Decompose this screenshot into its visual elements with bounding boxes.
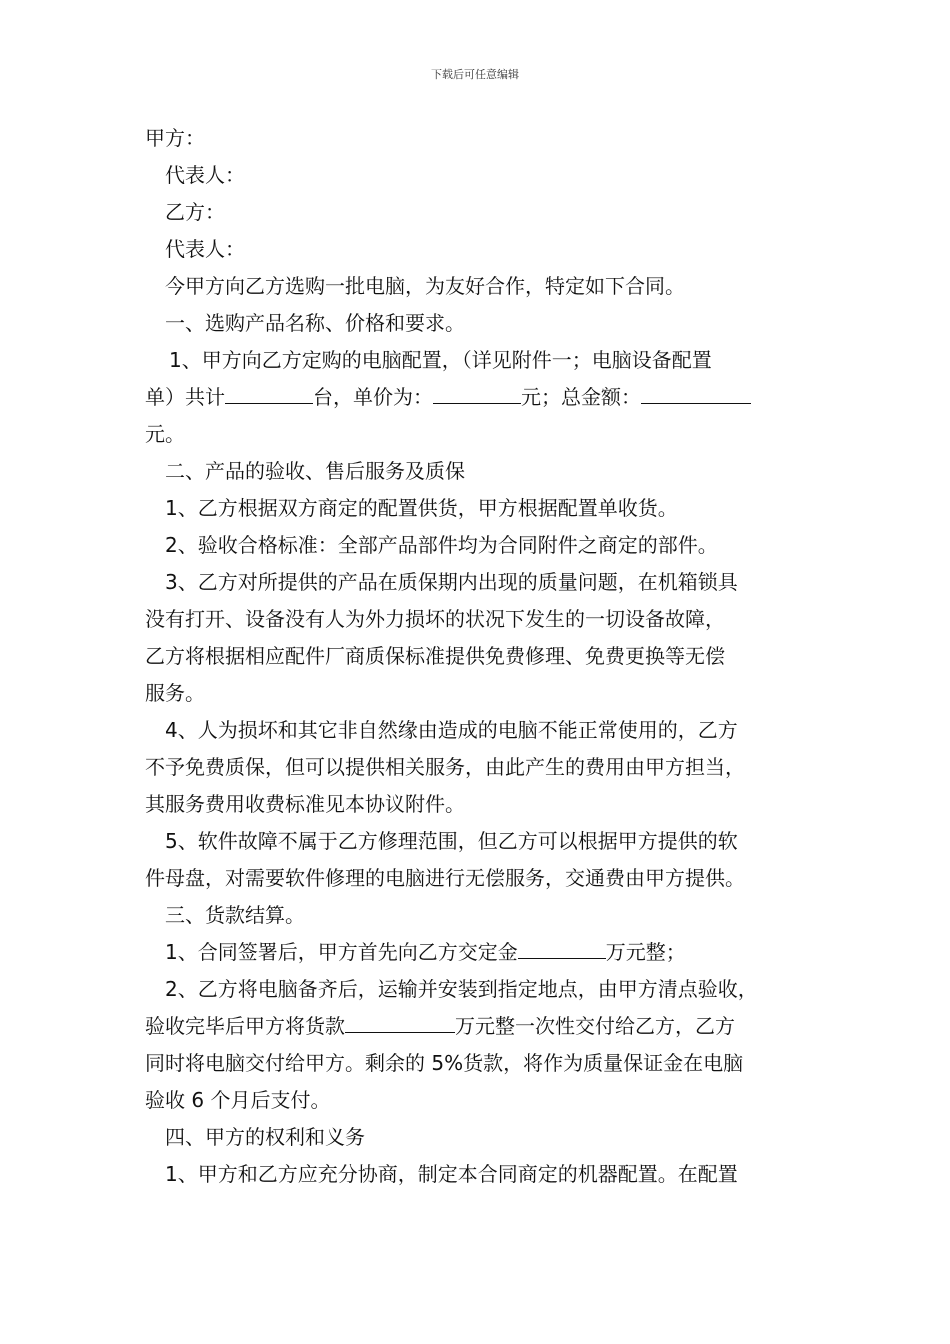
contract-body bbox=[145, 120, 810, 1193]
section-1-item-1-line-3: 元。 bbox=[145, 422, 185, 446]
section-3-title: 三、货款结算。 bbox=[165, 903, 305, 927]
section-2-item-1: 1、乙方根据双方商定的配置供货，甲方根据配置单收货。 bbox=[165, 496, 678, 520]
section-2-item-3-line-1: 3、乙方对所提供的产品在质保期内出现的质量问题，在机箱锁具 bbox=[165, 570, 738, 594]
payment-prefix: 验收完毕后甲方将货款 bbox=[145, 1014, 345, 1038]
section-4-title: 四、甲方的权利和义务 bbox=[165, 1125, 365, 1149]
section-3-item-2-line-4: 验收 6 个月后支付。 bbox=[145, 1088, 331, 1112]
section-2-item-4-line-3: 其服务费用收费标准见本协议附件。 bbox=[145, 792, 465, 816]
section-2-item-3-line-4: 服务。 bbox=[145, 681, 205, 705]
deposit-suffix: 万元整； bbox=[605, 940, 686, 964]
quantity-blank bbox=[225, 381, 313, 404]
section-3-item-2-line-2 bbox=[145, 1008, 810, 1045]
section-2-item-5-line-2: 件母盘，对需要软件修理的电脑进行无偿服务，交通费由甲方提供。 bbox=[145, 866, 745, 890]
rep-a-label: 代表人： bbox=[165, 163, 245, 187]
section-2-item-4-line-1: 4、人为损坏和其它非自然缘由造成的电脑不能正常使用的，乙方 bbox=[165, 718, 738, 742]
rep-b-label: 代表人： bbox=[165, 237, 245, 261]
section-2-item-5-line-1: 5、软件故障不属于乙方修理范围，但乙方可以根据甲方提供的软 bbox=[165, 829, 738, 853]
section-2-item-4-line-2: 不予免费质保，但可以提供相关服务，由此产生的费用由甲方担当， bbox=[145, 755, 745, 779]
unit-price-blank bbox=[433, 381, 521, 404]
page-header-note: 下载后可任意编辑 bbox=[431, 68, 519, 81]
total-amount-label: 元；总金额： bbox=[521, 385, 641, 409]
section-2-item-3-line-2: 没有打开、设备没有人为外力损坏的状况下发生的一切设备故障， bbox=[145, 607, 725, 631]
section-3-item-2-line-3: 同时将电脑交付给甲方。剩余的 5%货款，将作为质量保证金在电脑 bbox=[145, 1051, 744, 1075]
party-a-label: 甲方： bbox=[145, 126, 205, 150]
section-1-item-1-line-2 bbox=[145, 379, 810, 416]
section-3-item-1 bbox=[145, 934, 810, 971]
section-3-item-2-line-1: 2、乙方将电脑备齐后，运输并安装到指定地点，由甲方清点验收， bbox=[165, 977, 758, 1001]
section-2-title: 二、产品的验收、售后服务及质保 bbox=[165, 459, 465, 483]
section-1-title: 一、选购产品名称、价格和要求。 bbox=[165, 311, 465, 335]
intro-paragraph: 今甲方向乙方选购一批电脑，为友好合作，特定如下合同。 bbox=[165, 274, 685, 298]
total-amount-blank bbox=[641, 381, 751, 404]
quantity-prefix: 单）共计 bbox=[145, 385, 225, 409]
payment-suffix: 万元整一次性交付给乙方，乙方 bbox=[455, 1014, 735, 1038]
section-4-item-1: 1、甲方和乙方应充分协商，制定本合同商定的机器配置。在配置 bbox=[165, 1162, 738, 1186]
unit-price-label: 台，单价为： bbox=[313, 385, 433, 409]
section-1-item-1-line-1: 1、甲方向乙方定购的电脑配置，（详见附件一；电脑设备配置 bbox=[169, 348, 712, 372]
section-2-item-2: 2、验收合格标准：全部产品部件均为合同附件之商定的部件。 bbox=[165, 533, 718, 557]
deposit-blank bbox=[518, 936, 606, 959]
section-2-item-3-line-3: 乙方将根据相应配件厂商质保标准提供免费修理、免费更换等无偿 bbox=[145, 644, 725, 668]
party-b-label: 乙方： bbox=[165, 200, 225, 224]
deposit-prefix: 1、合同签署后，甲方首先向乙方交定金 bbox=[165, 940, 518, 964]
payment-blank bbox=[345, 1010, 455, 1033]
